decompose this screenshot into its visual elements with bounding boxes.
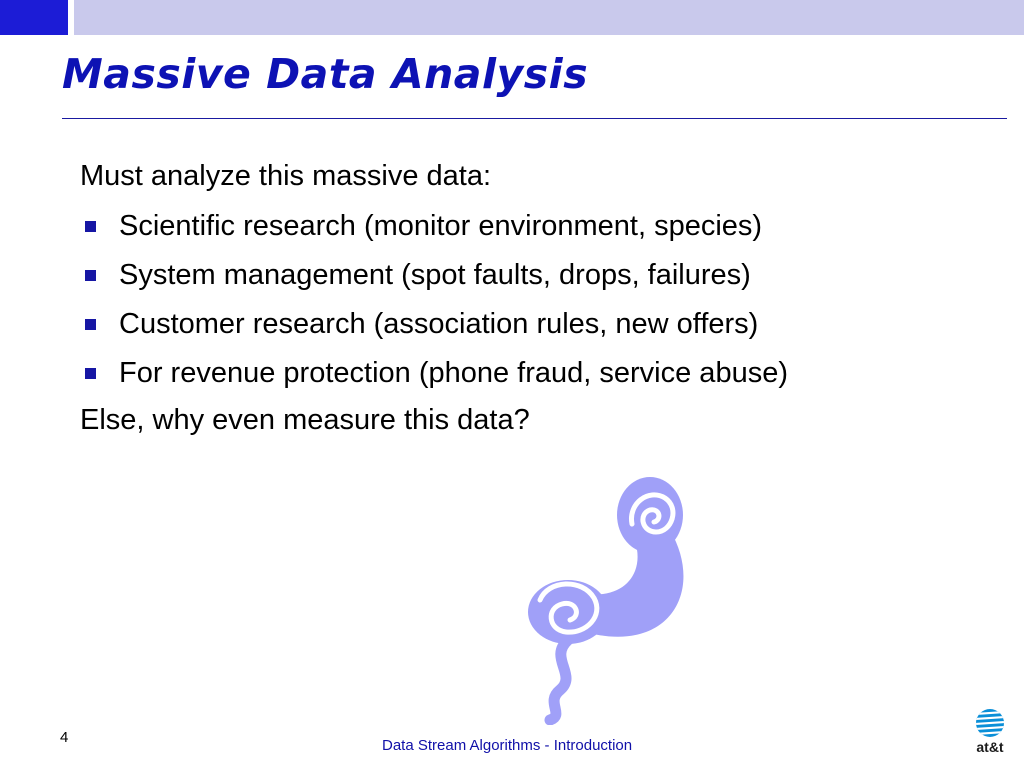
bullet-text: Customer research (association rules, new offers) xyxy=(119,307,759,340)
bullet-square-icon xyxy=(85,270,96,281)
page-number: 4 xyxy=(60,729,69,746)
att-globe-icon xyxy=(975,708,1005,738)
att-logo xyxy=(960,708,1020,766)
bullet-item xyxy=(80,210,762,242)
bullet-text: System management (spot faults, drops, failures) xyxy=(119,258,751,291)
bullet-square-icon xyxy=(85,319,96,330)
outro-text: Else, why even measure this data? xyxy=(80,404,530,436)
bullet-item xyxy=(80,259,751,291)
bullet-square-icon xyxy=(85,368,96,379)
bullet-item xyxy=(80,357,788,389)
telephone-handset-icon xyxy=(520,470,710,725)
bullet-item xyxy=(80,308,758,340)
intro-text: Must analyze this massive data: xyxy=(80,160,492,192)
header-accent-square xyxy=(0,0,68,35)
bullet-text: For revenue protection (phone fraud, service abuse) xyxy=(119,356,788,389)
header-bar xyxy=(74,0,1024,35)
title-divider xyxy=(62,118,1007,119)
att-logo-text: at&t xyxy=(976,739,1004,755)
bullet-square-icon xyxy=(85,221,96,232)
footer-title: Data Stream Algorithms - Introduction xyxy=(382,737,633,754)
bullet-text: Scientific research (monitor environment, species) xyxy=(119,209,763,242)
slide-title: Massive Data Analysis xyxy=(62,50,589,98)
